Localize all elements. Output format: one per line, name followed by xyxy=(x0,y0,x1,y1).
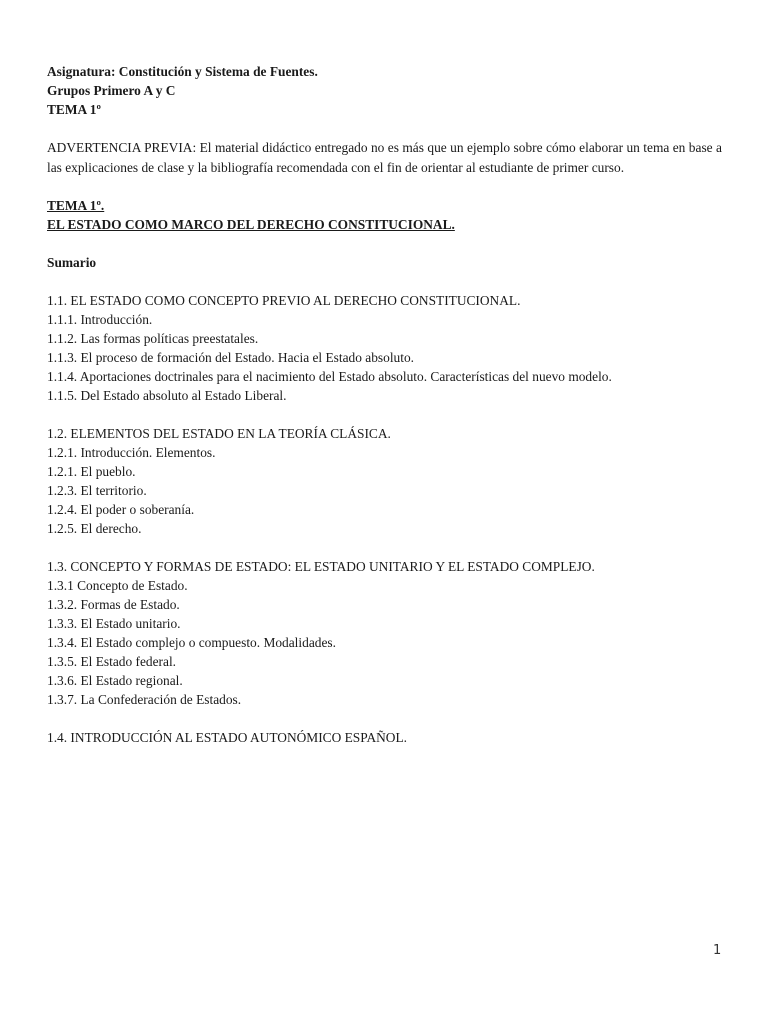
subject-line: Asignatura: Constitución y Sistema de Fuentes. xyxy=(47,64,318,79)
title-line-2: EL ESTADO COMO MARCO DEL DERECHO CONSTITUCIONAL. xyxy=(47,217,455,232)
toc-item: 1.2.1. El pueblo. xyxy=(47,464,136,479)
toc-section-1-4 xyxy=(47,728,722,747)
topic-line: TEMA 1º xyxy=(47,102,101,117)
toc-section-1-2 xyxy=(47,424,722,538)
toc-item: 1.3.1 Concepto de Estado. xyxy=(47,578,188,593)
toc-item: 1.1.3. El proceso de formación del Estado. Hacia el Estado absoluto. xyxy=(47,350,415,365)
page-number: 1 xyxy=(713,943,722,958)
toc-item: 1.3.3. El Estado unitario. xyxy=(47,616,181,631)
toc-item: 1.3.7. La Confederación de Estados. xyxy=(47,692,242,707)
toc-item: 1.2.1. Introducción. Elementos. xyxy=(47,445,216,460)
toc-item: 1.2.4. El poder o soberanía. xyxy=(47,502,195,517)
toc-section-1-1 xyxy=(47,291,722,405)
toc-heading: 1.1. EL ESTADO COMO CONCEPTO PREVIO AL DERECHO CONSTITUCIONAL. xyxy=(47,293,521,308)
toc-item: 1.3.5. El Estado federal. xyxy=(47,654,177,669)
toc-item: 1.1.4. Aportaciones doctrinales para el nacimiento del Estado absoluto. Características del nuevo modelo. xyxy=(47,369,612,384)
toc-heading: 1.3. CONCEPTO Y FORMAS DE ESTADO: EL ESTADO UNITARIO Y EL ESTADO COMPLEJO. xyxy=(47,559,595,574)
toc-item: 1.1.2. Las formas políticas preestatales. xyxy=(47,331,259,346)
groups-line: Grupos Primero A y C xyxy=(47,83,176,98)
toc-item: 1.2.3. El territorio. xyxy=(47,483,147,498)
warning-paragraph xyxy=(47,138,722,177)
toc-section-1-3 xyxy=(47,557,722,709)
toc-heading: 1.4. INTRODUCCIÓN AL ESTADO AUTONÓMICO ESPAÑOL. xyxy=(47,730,407,745)
toc-heading: 1.2. ELEMENTOS DEL ESTADO EN LA TEORÍA CLÁSICA. xyxy=(47,426,391,441)
toc-item: 1.3.2. Formas de Estado. xyxy=(47,597,180,612)
toc-item: 1.2.5. El derecho. xyxy=(47,521,142,536)
document-page xyxy=(47,62,722,747)
toc-item: 1.3.4. El Estado complejo o compuesto. Modalidades. xyxy=(47,635,336,650)
summary-heading: Sumario xyxy=(47,255,97,270)
warning-text: El material didáctico entregado no es más que un ejemplo sobre cómo elaborar un tema en base a las explicaciones de clase y la bibliografía recomendada con el fin de orientar al estudiante de primer curso. xyxy=(47,140,722,175)
toc-item: 1.1.1. Introducción. xyxy=(47,312,153,327)
title-line-1: TEMA 1º. xyxy=(47,198,105,213)
toc-item: 1.1.5. Del Estado absoluto al Estado Liberal. xyxy=(47,388,287,403)
toc-item: 1.3.6. El Estado regional. xyxy=(47,673,183,688)
warning-label: ADVERTENCIA PREVIA: xyxy=(47,140,197,155)
